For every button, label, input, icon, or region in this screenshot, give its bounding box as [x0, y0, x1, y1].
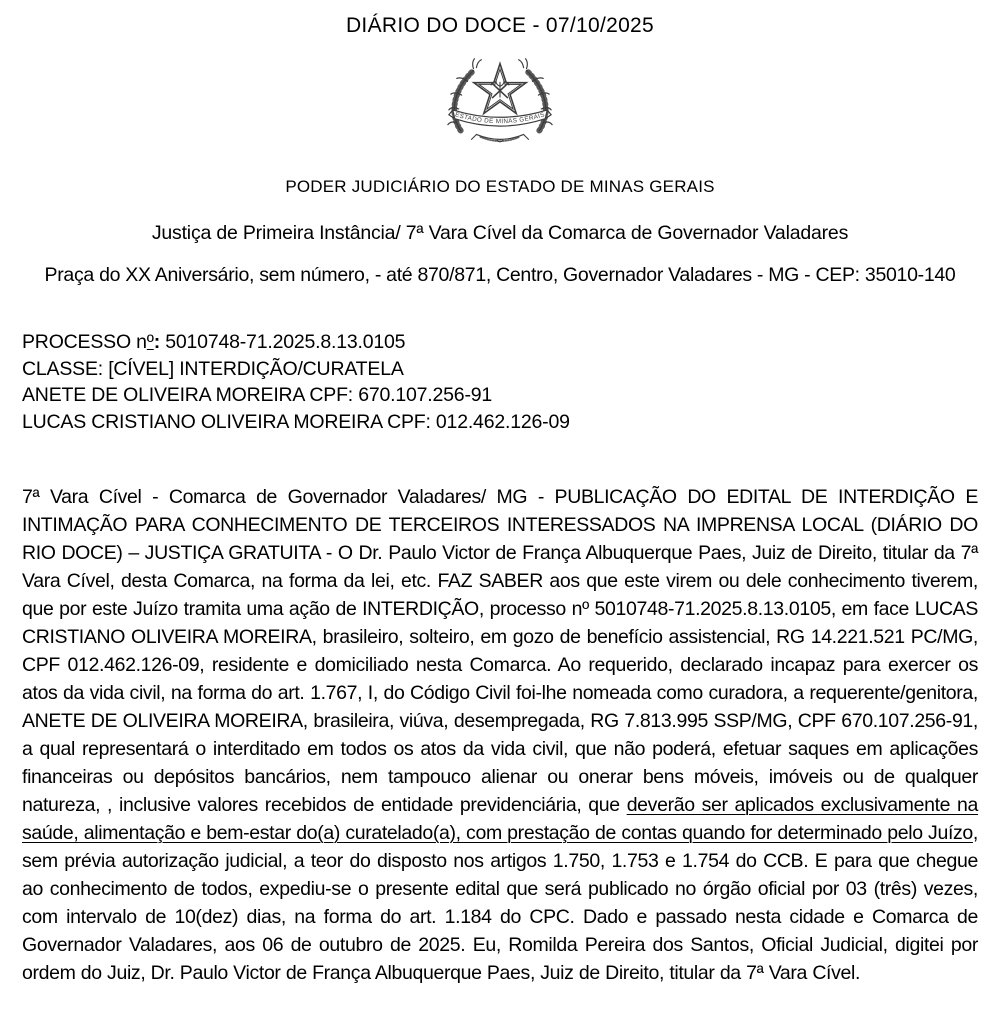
- edict-body-paragraph: [22, 483, 978, 987]
- party-interdicted-line: LUCAS CRISTIANO OLIVEIRA MOREIRA CPF: 012.462.126-09: [22, 410, 570, 433]
- coat-of-arms-icon: [441, 53, 559, 153]
- process-number-label: PROCESSO n: [22, 331, 147, 353]
- crest-banner-text: ESTADO DE MINAS GERAIS: [454, 111, 546, 126]
- edict-text-start: 7ª Vara Cível - Comarca de Governador Valadares/ MG - PUBLICAÇÃO DO EDITAL DE INTERDIÇÃO E INTIMAÇÃO PARA CONHECIMENTO DE TERCEIROS INTERESSADOS NA IMPRENSA LOCAL (DIÁRIO DO RIO DOCE) – JUSTIÇA GRATUITA - O Dr. Paulo Victor de França Albuquerque Paes, Juiz de Direito, titular da 7ª Vara Cível, desta Comarca, na forma da lei, etc. FAZ SABER aos que este virem ou dele conhecimento tiverem, que por este Juízo tramita uma ação de INTERDIÇÃO, processo nº 5010748-71.2025.8.13.0105, em face LUCAS CRISTIANO OLIVEIRA MOREIRA, brasileiro, solteiro, em gozo de benefício assistencial, RG 14.221.521 PC/MG, CPF 012.462.126-09, residente e domiciliado nesta Comarca. Ao requerido, declarado incapaz para exercer os atos da vida civil, na forma do art. 1.767, I, do Código Civil foi-lhe nomeada como curadora, a requerente/genitora, ANETE DE OLIVEIRA MOREIRA, brasileira, viúva, desempregada, RG 7.813.995 SSP/MG, CPF 670.107.256-91, a qual representará o interditado em todos os atos da vida civil, que não poderá, efetuar saques em aplicações financeiras ou depósitos bancários, nem tampouco alienar ou onerar bens móveis, imóveis ou de qualquer natureza, , inclusive valores recebidos de entidade previdenciária, que: [22, 486, 978, 816]
- process-number-line: [22, 329, 978, 356]
- court-name: Justiça de Primeira Instância/ 7ª Vara Cível da Comarca de Governador Valadares: [151, 222, 849, 244]
- edict-text-underlined: deverão ser aplicados exclusivamente na saúde, alimentação e bem-estar do(a) curatelado(a), com prestação de contas quando for determinado pelo Juízo: [22, 794, 979, 844]
- org-name: PODER JUDICIÁRIO DO ESTADO DE MINAS GERAIS: [285, 177, 715, 196]
- process-info-block: [22, 329, 978, 435]
- page-title: DIÁRIO DO DOCE - 07/10/2025: [345, 14, 655, 37]
- process-number-value: 5010748-71.2025.8.13.0105: [160, 331, 406, 353]
- coat-of-arms-container: [22, 53, 978, 153]
- process-number-colon: :: [153, 331, 161, 353]
- ordinal-indicator: º: [146, 331, 154, 353]
- edict-text-end: , sem prévia autorização judicial, a teor do disposto nos artigos 1.750, 1.753 e 1.754 do CCB. E para que chegue ao conhecimento de todos, expediu-se o presente edital que será publicado no órgão oficial por 03 (três) vezes, com intervalo de 10(dez) dias, na forma do art. 1.184 do CPC. Dado e passado nesta cidade e Comarca de Governador Valadares, aos 06 de outubro de 2025. Eu, Romilda Pereira dos Santos, Oficial Judicial, digitei por ordem do Juiz, Dr. Paulo Victor de França Albuquerque Paes, Juiz de Direito, titular da 7ª Vara Cível.: [22, 822, 978, 984]
- process-class-line: CLASSE: [CÍVEL] INTERDIÇÃO/CURATELA: [22, 357, 404, 380]
- party-requester-line: ANETE DE OLIVEIRA MOREIRA CPF: 670.107.256-91: [22, 384, 493, 406]
- court-address: Praça do XX Aniversário, sem número, - até 870/871, Centro, Governador Valadares - MG - CEP: 35010-140: [44, 264, 956, 286]
